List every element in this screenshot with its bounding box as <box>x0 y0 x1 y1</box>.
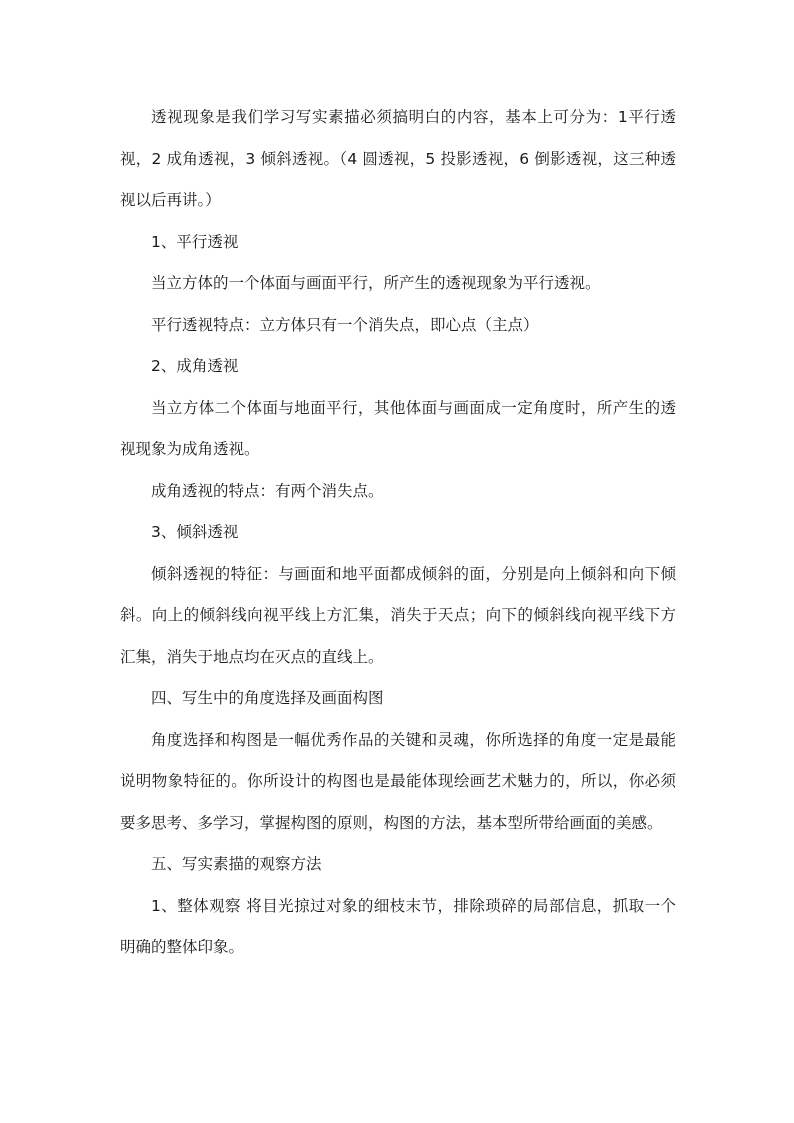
document-body <box>120 97 676 969</box>
heading-oblique-perspective: 3、倾斜透视 <box>151 523 239 541</box>
angular-perspective-definition: 当立方体二个体面与地面平行，其他体面与画面成一定角度时，所产生的透视现象为成角透视。 <box>120 398 676 458</box>
parallel-perspective-definition: 当立方体的一个体面与画面平行，所产生的透视现象为平行透视。 <box>151 274 601 292</box>
heading-angle-and-composition: 四、写生中的角度选择及画面构图 <box>151 689 384 707</box>
overall-observation-body: 1、整体观察 将目光掠过对象的细枝末节，排除琐碎的局部信息，抓取一个明确的整体印象。 <box>120 896 676 956</box>
angular-perspective-feature: 成角透视的特点：有两个消失点。 <box>151 481 384 500</box>
oblique-perspective-feature: 倾斜透视的特征：与画面和地平面都成倾斜的面，分别是向上倾斜和向下倾斜。向上的倾斜线向视平线上方汇集，消失于天点；向下的倾斜线向视平线下方汇集，消失于地点均在灭点的直线上。 <box>120 564 676 666</box>
angle-and-composition-body: 角度选择和构图是一幅优秀作品的关键和灵魂，你所选择的角度一定是最能说明物象特征的。你所设计的构图也是最能体现绘画艺术魅力的，所以，你必须要多思考、多学习，掌握构图的原则，构图的方法，基本型所带给画面的美感。 <box>120 730 676 832</box>
intro-paragraph: 透视现象是我们学习写实素描必须搞明白的内容，基本上可分为：1平行透视，2 成角透视，3 倾斜透视。（4 圆透视，5 投影透视，6 倒影透视，这三种透视以后再讲。） <box>120 108 676 209</box>
heading-observation-methods: 五、写实素描的观察方法 <box>151 855 322 873</box>
parallel-perspective-feature: 平行透视特点：立方体只有一个消失点，即心点（主点） <box>151 315 539 334</box>
heading-angular-perspective: 2、成角透视 <box>151 357 239 375</box>
heading-parallel-perspective: 1、平行透视 <box>151 232 239 251</box>
